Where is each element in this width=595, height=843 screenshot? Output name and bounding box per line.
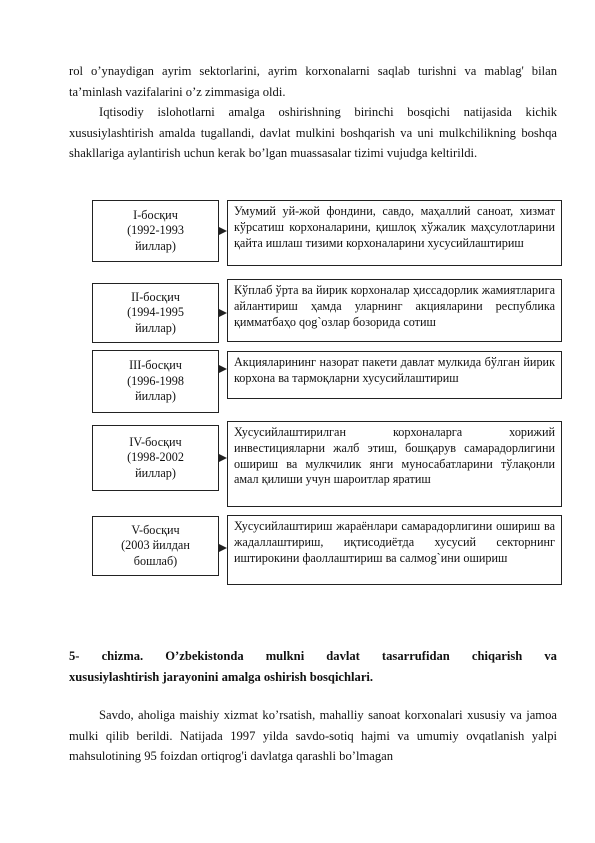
caption-line-1	[69, 646, 557, 667]
stage-1-label	[92, 200, 219, 262]
stage-3-description: Акцияларининг назорат пакети давлат мулкида бўлган йирик корхона ва тармоқларни хусусийлаштириш	[227, 351, 562, 399]
stage-4-years-suffix: йиллар)	[135, 465, 176, 480]
stage-2-label	[92, 283, 219, 343]
stage-2-description: Кўплаб ўрта ва йирик корхоналар ҳиссадорлик жамиятларига айлантириш ҳамда уларнинг акцияларини республика қимматбаҳо qog`озлар бозорида сотиш	[227, 279, 562, 342]
stage-5-arrow-icon	[219, 544, 227, 552]
stage-2-title: II-босқич	[131, 289, 180, 304]
stage-5-years: (2003 йилдан	[121, 538, 190, 553]
caption-word: O’zbekistonda	[165, 649, 244, 663]
caption-line-2: xususiylashtirish jarayonini amalga oshirish bosqichlari.	[69, 669, 374, 684]
intro-paragraph-1: rol o’ynaydigan ayrim sektorlarini, ayrim korxonalarni saqlab turishni va mablag' bilan ta’minlash vazifalarini o’z zimmasiga oldi.	[69, 64, 557, 99]
caption-number: 5-	[69, 649, 80, 663]
stage-1-description: Умумий уй-жой фондини, савдо, маҳаллий саноат, хизмат кўрсатиш корхоналарини, қишлоқ хўжалик маҳсулотларини қайта ишлаш тизими корхоналарини хусусийлаштириш	[227, 200, 562, 266]
stage-3-title: III-босқич	[129, 358, 182, 373]
intro-paragraph-2: Iqtisodiy islohotlarni amalga oshirishning birinchi bosqichi natijasida kichik xususiylashtirish amalda tugallandi, davlat mulkini boshqarish va uni mulkchilikning boshqa shakllariga aylantirish uchun kerak bo’lgan muassasalar tizimi vujudga keltirildi.	[69, 105, 557, 161]
stage-4-title: IV-босқич	[129, 434, 182, 449]
caption-word: chizma.	[101, 649, 144, 663]
caption-word: va	[544, 649, 557, 663]
stage-4-label	[92, 425, 219, 491]
stage-3-label	[92, 350, 219, 413]
stage-1-years: (1992-1993	[127, 223, 184, 238]
stage-2-years: (1994-1995	[127, 305, 184, 320]
stage-1-years-suffix: йиллар)	[135, 238, 176, 253]
stage-5-title: V-босқич	[131, 522, 180, 537]
stage-2-arrow-icon	[219, 309, 227, 317]
caption-word: mulkni	[265, 649, 305, 663]
caption-word: chiqarish	[471, 649, 523, 663]
caption-word: tasarrufidan	[381, 649, 450, 663]
figure-caption	[69, 646, 557, 687]
stage-5-description: Хусусийлаштириш жараёнлари самарадорлигини ошириш ва жадаллаштириш, иқтисодиётда хусусий секторнинг иштирокини фаоллаштириш ва салмоg`ини ошириш	[227, 515, 562, 585]
stage-1-title: I-босқич	[133, 207, 178, 222]
stage-4-description: Хусусийлаштирилган корхоналарга хорижий инвестицияларни жалб этиш, бошқарув самарадорлигини ошириш ва мулкчилик янги муносабатларини тўлақонли амал қилиши учун шароитлар яратиш	[227, 421, 562, 507]
closing-paragraph: Savdo, aholiga maishiy xizmat ko’rsatish, mahalliy sanoat korxonalari xususiy va jamoa mulki qilib berildi. Natijada 1997 yilda savdo-sotiq hajmi va umumiy ovqatlanish yalpi mahsulotining 95 foizdan ortiqrog'i davlatga qarashli bo’lmagan	[69, 708, 557, 764]
stage-3-years-suffix: йиллар)	[135, 389, 176, 404]
stage-3-arrow-icon	[219, 365, 227, 373]
stage-5-years-suffix: бошлаб)	[133, 553, 178, 568]
stage-4-arrow-icon	[219, 454, 227, 462]
caption-word: davlat	[326, 649, 360, 663]
stage-3-years: (1996-1998	[127, 373, 184, 388]
stage-2-years-suffix: йиллар)	[135, 320, 176, 335]
stage-5-label	[92, 516, 219, 576]
stage-4-years: (1998-2002	[127, 450, 184, 465]
stages-diagram	[83, 195, 565, 595]
stage-1-arrow-icon	[219, 227, 227, 235]
